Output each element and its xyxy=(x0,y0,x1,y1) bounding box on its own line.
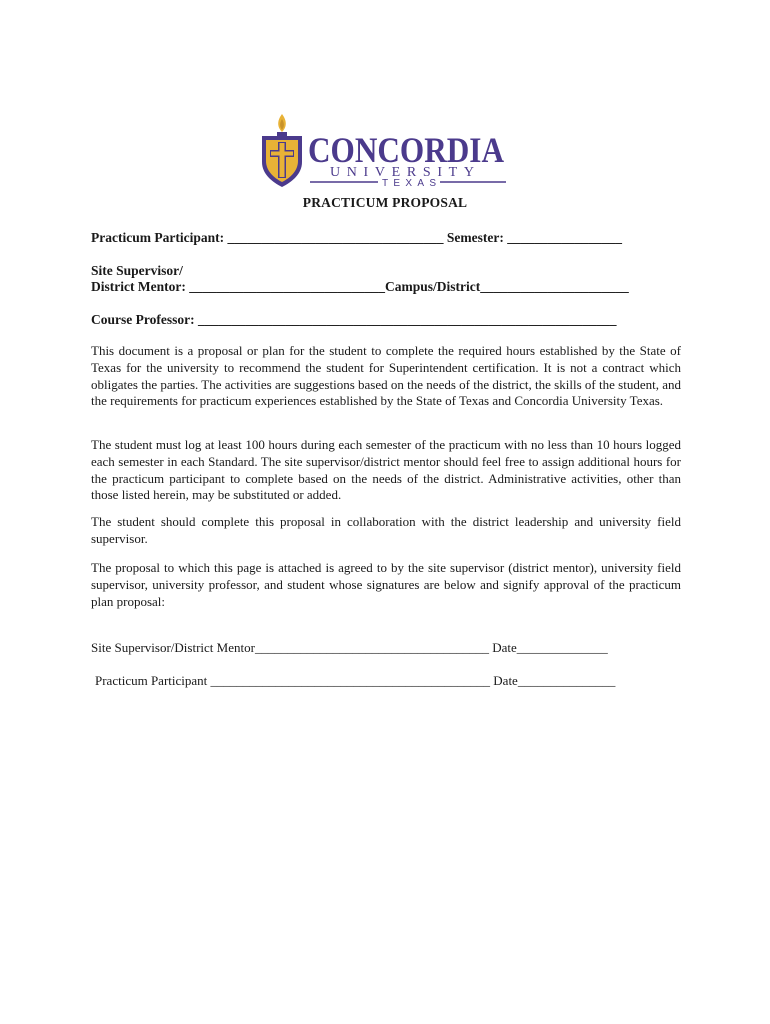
participant-signature-row xyxy=(95,673,615,689)
participant-date-field[interactable]: _______________ xyxy=(517,673,616,688)
supervisor-signature-field[interactable]: ____________________________________ xyxy=(254,640,489,655)
participant-field[interactable]: ________________________________ xyxy=(227,230,444,245)
supervisor-signature-row xyxy=(91,640,608,656)
logo-name-line1: CONCORDIA xyxy=(308,130,504,170)
date-label: Date xyxy=(492,640,517,655)
paragraph-purpose: This document is a proposal or plan for the student to complete the required hours established by the State of Texas for the university to recommend the student for Superintendent certification. It is not a contract which obligates the parties. The activities are suggestions based on the needs of the district, the skills of the student, and the requirements for practicum experiences established by the State of Texas and Concordia University Texas. xyxy=(91,343,681,409)
professor-row xyxy=(91,312,616,328)
professor-label: Course Professor: xyxy=(91,312,195,327)
campus-label: Campus/District xyxy=(384,279,481,294)
logo-name-line2: UNIVERSITY xyxy=(330,165,474,180)
participant-label: Practicum Participant: xyxy=(91,230,225,245)
supervisor-campus-row xyxy=(91,279,629,295)
supervisor-signature-label: Site Supervisor/District Mentor xyxy=(91,640,255,655)
supervisor-date-field[interactable]: ______________ xyxy=(516,640,608,655)
participant-signature-label: Practicum Participant xyxy=(95,673,208,688)
university-logo xyxy=(260,112,510,192)
logo-name-line3: TEXAS xyxy=(382,178,436,189)
semester-label: Semester: xyxy=(446,230,504,245)
paragraph-collaboration: The student should complete this proposal in collaboration with the district leadership and university field supervisor. xyxy=(91,514,681,546)
date-label: Date xyxy=(493,673,518,688)
semester-field[interactable]: _________________ xyxy=(507,230,622,245)
supervisor-field[interactable]: _____________________________ xyxy=(189,279,385,294)
participant-signature-field[interactable]: ___________________________________________ xyxy=(210,673,491,688)
document-title: PRACTICUM PROPOSAL xyxy=(302,195,468,210)
supervisor-label-line1: Site Supervisor/ xyxy=(91,263,183,278)
paragraph-agreement: The proposal to which this page is attached is agreed to by the site supervisor (district mentor), university field supervisor, university professor, and student whose signatures are below and signify approval of the practicum plan proposal: xyxy=(91,560,681,609)
participant-semester-row xyxy=(91,230,622,246)
professor-field[interactable]: ______________________________________________________________ xyxy=(197,312,617,327)
supervisor-label: District Mentor: xyxy=(91,279,186,294)
paragraph-hours: The student must log at least 100 hours during each semester of the practicum with no less than 10 hours logged each semester in each Standard. The site supervisor/district mentor should feel free to assign additional hours for the practicum participant to complete based on the needs of the district. Administrative activities, other than those listed herein, may be substituted or added. xyxy=(91,437,681,503)
campus-field[interactable]: ______________________ xyxy=(480,279,629,294)
